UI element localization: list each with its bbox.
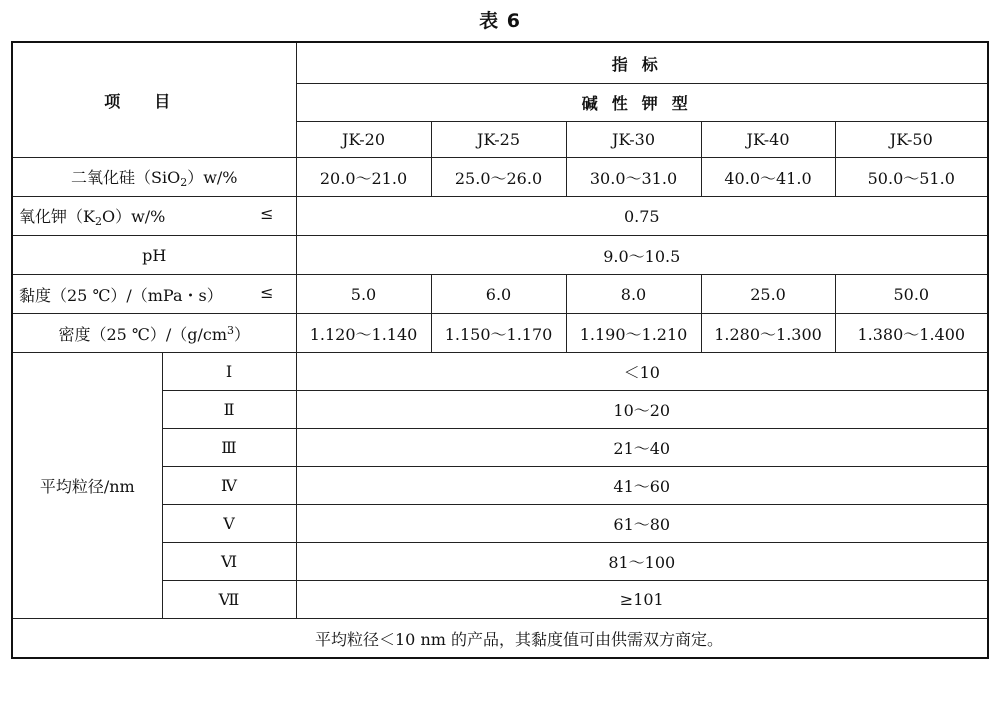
label-ph: pH xyxy=(12,236,296,275)
value-cell: 8.0 xyxy=(566,275,701,314)
value-cell: 0.75 xyxy=(296,197,988,236)
grade-header: JK-20 xyxy=(296,122,431,158)
grade-header: JK-50 xyxy=(835,122,988,158)
row-viscosity xyxy=(12,275,988,314)
note-row xyxy=(12,619,988,659)
value-cell: 5.0 xyxy=(296,275,431,314)
row-particle xyxy=(12,353,988,391)
limit-symbol: ≤ xyxy=(260,282,274,302)
header-indicator: 指标 xyxy=(296,42,988,84)
header-item: 项目 xyxy=(12,42,296,158)
label-k2o: 氧化钾$(K_2O)w/\%$ ≤ xyxy=(12,197,296,236)
row-k2o xyxy=(12,197,988,236)
particle-grade: Ⅰ xyxy=(162,353,296,391)
particle-value: 81～100 xyxy=(296,543,988,581)
value-cell: 25.0 xyxy=(701,275,835,314)
particle-value: ＜10 xyxy=(296,353,988,391)
limit-symbol: ≤ xyxy=(260,204,274,223)
grade-header: JK-30 xyxy=(566,122,701,158)
value-cell: 30.0～31.0 xyxy=(566,158,701,197)
label-density: 密度（25 $℃)/(g/cm^3)$ xyxy=(12,314,296,353)
header-row-indicator xyxy=(12,42,988,84)
header-type: 碱性钾型 xyxy=(296,84,988,122)
particle-value: 21～40 xyxy=(296,429,988,467)
particle-grade: Ⅴ xyxy=(162,505,296,543)
particle-grade: Ⅱ xyxy=(162,391,296,429)
value-cell: 1.150～1.170 xyxy=(431,314,566,353)
value-cell: 1.280～1.300 xyxy=(701,314,835,353)
value-cell: 20.0～21.0 xyxy=(296,158,431,197)
particle-grade: Ⅵ xyxy=(162,543,296,581)
particle-grade: Ⅳ xyxy=(162,467,296,505)
table-title: 表 6 xyxy=(479,10,521,32)
spec-table xyxy=(11,41,989,659)
particle-value: 41～60 xyxy=(296,467,988,505)
value-cell: 6.0 xyxy=(431,275,566,314)
value-cell: 9.0～10.5 xyxy=(296,236,988,275)
particle-grade: Ⅶ xyxy=(162,581,296,619)
grade-header: JK-40 xyxy=(701,122,835,158)
value-cell: 1.120～1.140 xyxy=(296,314,431,353)
row-sio2 xyxy=(12,158,988,197)
value-cell: 25.0～26.0 xyxy=(431,158,566,197)
label-particle: 平均粒径/nm xyxy=(12,353,162,619)
particle-value: 61～80 xyxy=(296,505,988,543)
label-viscosity: 黏度（25 ℃）/（mPa・s） ≤ xyxy=(12,275,296,314)
value-cell: 50.0～51.0 xyxy=(835,158,988,197)
particle-value: ≥101 xyxy=(296,581,988,619)
table-note: 平均粒径＜10 nm 的产品，其黏度值可由供需双方商定。 xyxy=(12,619,988,659)
row-density xyxy=(12,314,988,353)
grade-header: JK-25 xyxy=(431,122,566,158)
value-cell: 50.0 xyxy=(835,275,988,314)
label-sio2: 二氧化硅（SiO$_2$）w/% xyxy=(12,158,296,197)
row-ph xyxy=(12,236,988,275)
value-cell: 40.0～41.0 xyxy=(701,158,835,197)
value-cell: 1.190～1.210 xyxy=(566,314,701,353)
particle-grade: Ⅲ xyxy=(162,429,296,467)
value-cell: 1.380～1.400 xyxy=(835,314,988,353)
particle-value: 10～20 xyxy=(296,391,988,429)
